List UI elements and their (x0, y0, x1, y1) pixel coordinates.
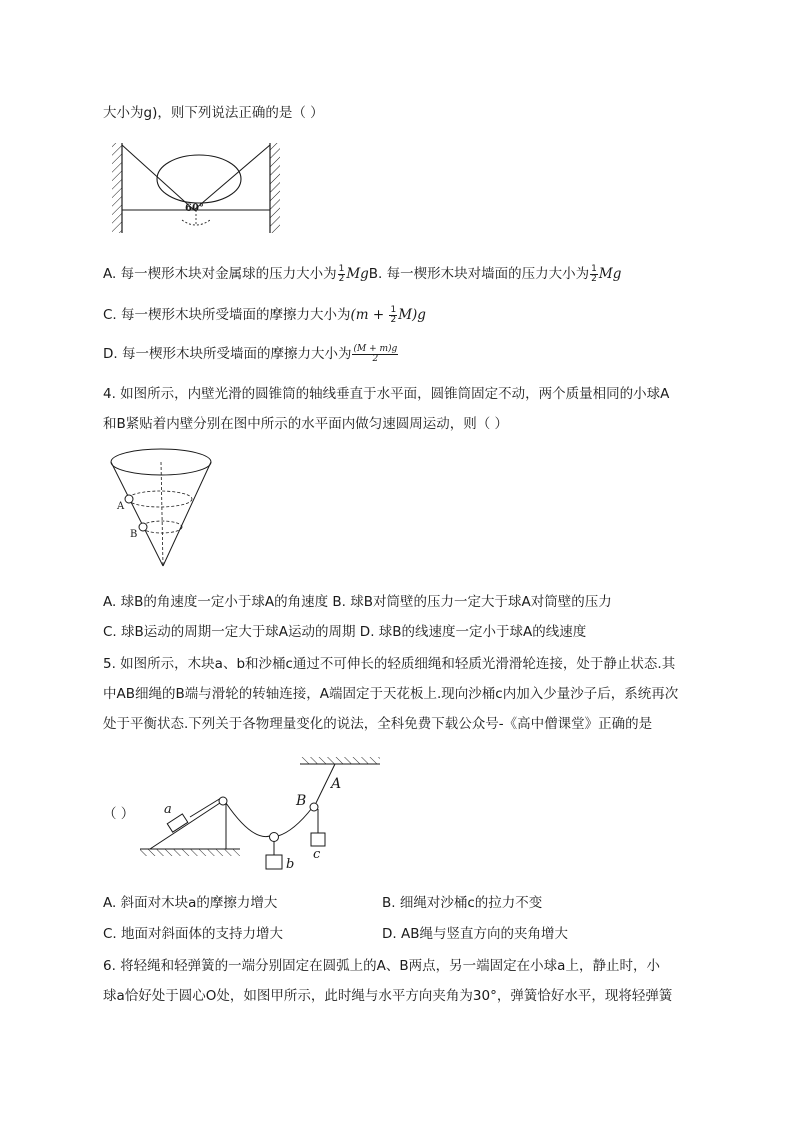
q5-paren: （ ） (103, 806, 135, 822)
q5-stem-line1: 5. 如图所示，木块a、b和沙桶c通过不可伸长的轻质细绳和轻质光滑滑轮连接，处于静止状态.其 (103, 656, 676, 672)
q3-option-c: C. 每一楔形木块所受墙面的摩擦力大小为(m + $\frac{1}{2}$ M)g (103, 304, 426, 325)
q5-label-c: c (313, 847, 321, 862)
q4-option-ab: A. 球B的角速度一定小于球A的角速度 B. 球B对筒壁的压力一定大于球A对筒壁的压力 (103, 594, 612, 610)
q3-option-b-text: B. 每一楔形木块对墙面的压力大小为 (368, 266, 590, 282)
q4-ball-a-label: A (117, 501, 125, 512)
q3-stem-tail: 大小为g)，则下列说法正确的是（ ） (103, 105, 324, 121)
q5-label-a: a (164, 802, 172, 817)
q3-option-d-text: D. 每一楔形木块所受墙面的摩擦力大小为 (103, 346, 352, 362)
q3-option-d: D. 每一楔形木块所受墙面的摩擦力大小为 $\frac{(M + m)g}{2}$ (103, 343, 398, 364)
q4-stem-line2: 和B紧贴着内壁分别在图中所示的水平面内做匀速圆周运动，则（ ） (103, 416, 509, 432)
q5-stem-line3: 处于平衡状态.下列关于各物理量变化的说法，全科免费下载公众号-《高中僧课堂》正确的是 (103, 716, 653, 732)
q3-option-a-text: A. 每一楔形木块对金属球的压力大小为 (103, 266, 337, 282)
q5-stem-line2: 中AB细绳的B端与滑轮的转轴连接，A端固定于天花板上.现向沙桶c内加入少量沙子后，系统再次 (103, 686, 679, 702)
q5-option-a: A. 斜面对木块a的摩擦力增大 (103, 895, 278, 911)
q3-angle-label: 60° (185, 203, 204, 214)
q5-label-b: b (286, 857, 295, 872)
q5-figure (130, 755, 390, 875)
q4-option-cd: C. 球B运动的周期一定大于球A运动的周期 D. 球B的线速度一定小于球A的线速度 (103, 624, 587, 640)
q3-figure (112, 138, 282, 236)
q5-option-c: C. 地面对斜面体的支持力增大 (103, 926, 284, 942)
q3-option-ab: A. 每一楔形木块对金属球的压力大小为 $\frac{1}{2}$ MgB. 每一楔形木块对墙面的压力大小为 $\frac{1}{2}$ Mg (103, 263, 622, 284)
q5-label-A: A (331, 776, 342, 792)
q5-option-d: D. AB绳与竖直方向的夹角增大 (382, 926, 568, 942)
q5-option-b: B. 细绳对沙桶c的拉力不变 (382, 895, 543, 911)
q6-stem-line2: 球a恰好处于圆心O处，如图甲所示，此时绳与水平方向夹角为30°，弹簧恰好水平，现将轻弹簧 (103, 988, 673, 1004)
q3-option-c-text: C. 每一楔形木块所受墙面的摩擦力大小为 (103, 307, 351, 323)
q6-stem-line1: 6. 将轻绳和轻弹簧的一端分别固定在圆弧上的A、B两点，另一端固定在小球a上，静止时，小 (103, 958, 660, 974)
q4-ball-b-label: B (130, 529, 138, 540)
q4-stem-line1: 4. 如图所示，内壁光滑的圆锥筒的轴线垂直于水平面，圆锥筒固定不动，两个质量相同的小球A (103, 386, 670, 402)
q4-figure (106, 446, 216, 572)
q5-label-B: B (296, 793, 307, 809)
